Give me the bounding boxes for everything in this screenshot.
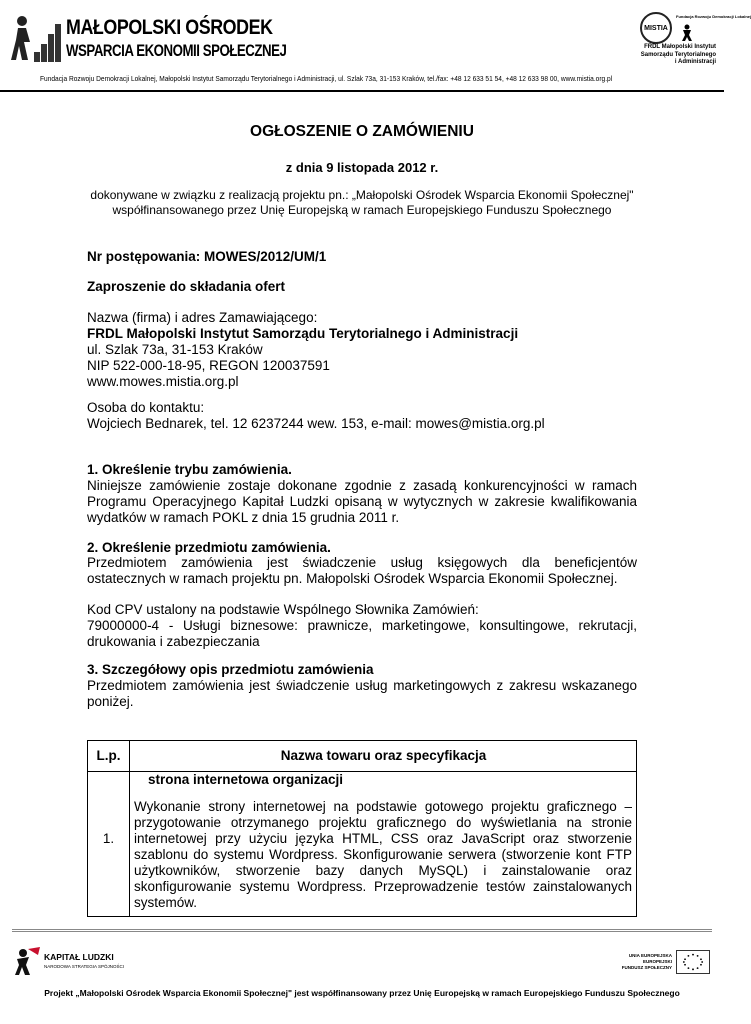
contact-block: [87, 400, 545, 432]
page-title: OGŁOSZENIE O ZAMÓWIENIU: [250, 123, 474, 140]
buyer-name: FRDL Małopolski Instytut Samorządu Terytorialnego i Administracji: [87, 326, 519, 341]
kl-subtitle: NARODOWA STRATEGIA SPÓJNOŚCI: [44, 964, 125, 969]
mistia-seal: MISTIA: [640, 12, 672, 44]
section-1-text: Niniejsze zamówienie zostaje dokonane zgodnie z zasadą konkurencyjności w ramach Programu Operacyjnego Kapitał Ludzki opisaną w wytycznych w zakresie kwalifikowania wydatków w ramach POKL z dnia 15 grudnia 2011 r.: [87, 478, 637, 525]
section-3-heading: 3. Szczegółowy opis przedmiotu zamówienia: [87, 662, 374, 677]
row-heading: strona internetowa organizacji: [148, 772, 344, 787]
section-2-heading: 2. Określenie przedmiotu zamówienia.: [87, 540, 331, 555]
header-address: Fundacja Rozwoju Demokracji Lokalnej, Małopolski Instytut Samorządu Terytorialnego i Administracji, ul. Szlak 73a, 31-153 Kraków, tel./fax: +48 12 633 51 54, +48 12 633 98 00, www.mistia.org.pl: [40, 74, 613, 83]
frdl-name: FRDL Małopolski Instytut Samorządu Terytorialnego i Administracji: [640, 44, 716, 65]
buyer-label: Nazwa (firma) i adres Zamawiającego:: [87, 310, 318, 325]
column-header-name: Nazwa towaru oraz specyfikacja: [280, 748, 487, 763]
contact-label: Osoba do kontaktu:: [87, 400, 205, 415]
buyer-website: www.mowes.mistia.org.pl: [87, 374, 239, 389]
kl-title: KAPITAŁ LUDZKI: [44, 952, 114, 962]
cpv-label: Kod CPV ustalony na podstawie Wspólnego Słownika Zamówień:: [87, 602, 479, 617]
buyer-street: ul. Szlak 73a, 31-153 Kraków: [87, 342, 263, 357]
kapital-ludzki-icon: [14, 945, 42, 977]
eu-text: UNIA EUROPEJSKA EUROPEJSKI FUNDUSZ SPOŁECZNY: [621, 953, 672, 970]
footer-note: Projekt „Małopolski Ośrodek Wsparcia Ekonomii Społecznej" jest współfinansowany przez Unię Europejską w ramach Europejskiego Funduszu Społecznego: [44, 988, 680, 998]
procedure-number: Nr postępowania: MOWES/2012/UM/1: [87, 249, 327, 264]
buyer-block: [87, 310, 518, 390]
mowes-logo: [10, 14, 287, 66]
person-icon: [680, 24, 694, 42]
org-title-line2: WSPARCIA EKONOMII SPOŁECZNEJ: [66, 41, 287, 60]
row-number: 1.: [102, 831, 115, 846]
column-header-lp: L.p.: [96, 748, 121, 763]
footer-divider: [12, 929, 712, 932]
mistia-logo: [636, 10, 751, 68]
mistia-small-text: Fundacja Rozwoju Demokracji Lokalnej: [676, 14, 751, 19]
buyer-ids: NIP 522-000-18-95, REGON 120037591: [87, 358, 330, 373]
table-divider: [129, 741, 130, 916]
section-1-heading: 1. Określenie trybu zamówienia.: [87, 462, 292, 477]
cpv-text: 79000000-4 - Usługi biznesowe: prawnicze, marketingowe, konsultingowe, rekrutacji, drukowania i zabezpieczania: [87, 618, 637, 649]
contact-value: Wojciech Bednarek, tel. 12 6237244 wew. 153, e-mail: mowes@mistia.org.pl: [87, 416, 545, 431]
walking-figure-icon: [10, 14, 62, 64]
section-3-text: Przedmiotem zamówienia jest świadczenie usług marketingowych z zakresu wskazanego poniżej.: [87, 678, 637, 709]
eu-logo: [612, 950, 712, 978]
kapital-ludzki-logo: [14, 945, 134, 979]
header-divider: [0, 90, 724, 92]
invitation-heading: Zaproszenie do składania ofert: [87, 279, 286, 294]
intro-text: dokonywane w związku z realizacją projektu pn.: „Małopolski Ośrodek Wsparcia Ekonomii Społecznej" współfinansowanego przez Unię Europejską w ramach Europejskiego Funduszu Społecznego: [90, 188, 634, 217]
eu-flag-icon: [676, 950, 710, 974]
section-2-text: Przedmiotem zamówienia jest świadczenie usług księgowych dla beneficjentów ostatecznych w ramach projektu pn. Małopolski Ośrodek Wsparcia Ekonomii Społecznej.: [87, 555, 637, 586]
specification-table: [87, 740, 637, 917]
announcement-date: z dnia 9 listopada 2012 r.: [285, 160, 439, 175]
org-title-line1: MAŁOPOLSKI OŚRODEK: [66, 16, 273, 39]
row-description: Wykonanie strony internetowej na podstawie gotowego projektu graficznego – przygotowanie otrzymanego projektu graficznego do wyświetlania na stronie internetowej przy użyciu języka HTML, CSS oraz JavaScript oraz stworzenie szablonu do systemu Wordpress. Skonfigurowanie serwera (stworzenie kont FTP użytkowników, stworzenie bazy danych MySQL) i zainstalowanie oraz skonfigurowanie systemu Wordpress. Przeprowadzenie testów zainstalowanych systemów.: [134, 799, 632, 910]
